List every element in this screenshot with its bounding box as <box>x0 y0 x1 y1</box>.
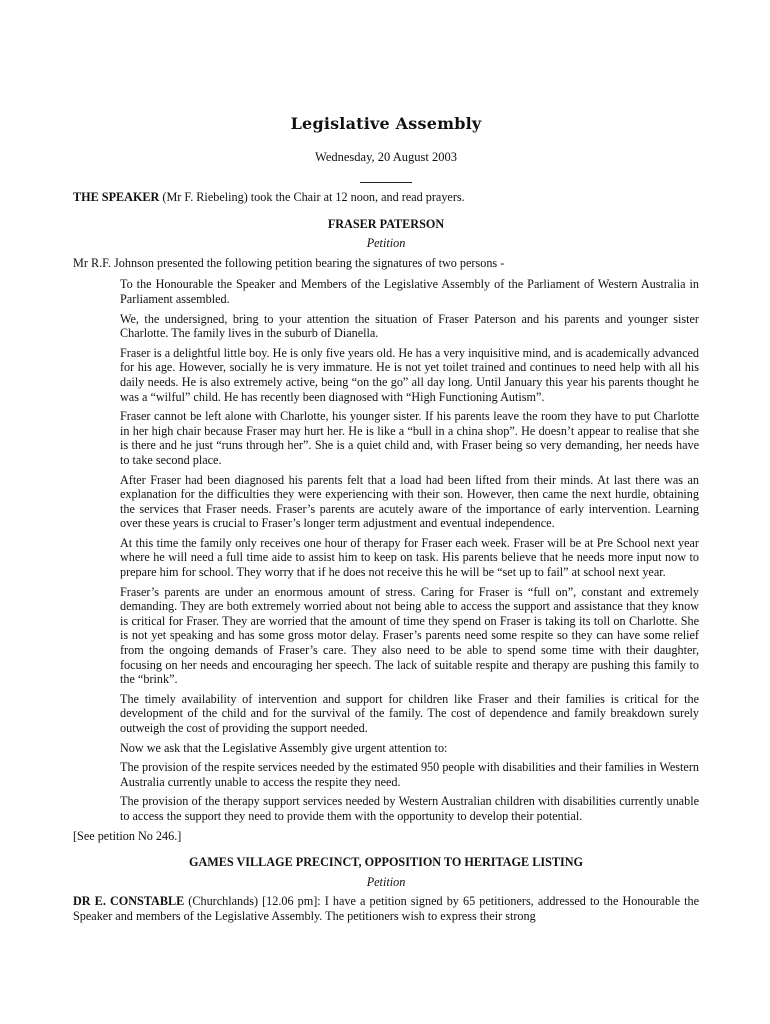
section-heading-games-village: GAMES VILLAGE PRECINCT, OPPOSITION TO HERITAGE LISTING <box>188 855 584 870</box>
petition-paragraph: Fraser is a delightful little boy. He is only five years old. He has a very inquisitive mind, and is academically advanced for his age. However, socially he is very immature. He is not yet toilet trained and continues to need help with all his daily needs. He is also extremely active, being “on the go” all day long. Until January this year his parents thought he was a “wilful” child. He has recently been diagnosed with “High Functioning Autism”. <box>120 345 699 404</box>
title-divider <box>360 182 412 183</box>
petition-paragraph: Now we ask that the Legislative Assembly give urgent attention to: <box>120 740 448 755</box>
member-name: DR E. CONSTABLE <box>73 894 185 909</box>
speaker-paragraph <box>73 190 699 205</box>
member-text: (Churchlands) [12.06 pm]: I have a petition signed by 65 petitioners, addressed to the Honourable the Speaker and members of the Legislative Assembly. The petitioners wish to express their strong <box>73 894 699 923</box>
petition-paragraph: Fraser’s parents are under an enormous amount of stress. Caring for Fraser is “full on”, constant and extremely demanding. They are both extremely worried about not being able to access the support and assistance that they know is critical for Fraser. They are worried that the amount of time they spend on Fraser is taking its toll on Charlotte. She is not yet speaking and has some gross motor delay. Fraser’s parents need some respite so they can have some relief from the ongoing demands of Fraser’s care. They also need to be able to spend some time with their daughter, focusing on her needs and encouraging her speech. The lack of suitable respite and therapy are pushing this family to the “brink”. <box>120 584 699 687</box>
petition-paragraph: To the Honourable the Speaker and Members of the Legislative Assembly of the Parliament of Western Australia in Parliament assembled. <box>120 277 699 306</box>
speaker-name: THE SPEAKER <box>73 190 160 204</box>
petition-paragraph: At this time the family only receives one hour of therapy for Fraser each week. Fraser will be at Pre School next year where he will need a full time aide to assist him to keep on task. His parents believe that he needs more input now to prepare him for school. They worry that if he does not receive this he will be “set up to fail” at school next year. <box>120 535 699 580</box>
document-body <box>73 190 699 924</box>
petition-paragraph: Fraser cannot be left alone with Charlotte, his younger sister. If his parents leave the room they have to put Charlotte in her high chair because Fraser may hurt her. He is like a “bull in a china shop”. He doesn’t appear to realise that she is there and he just “runs through her”. She is a quiet child and, with Fraser being so very demanding, her needs have to take second place. <box>120 409 699 467</box>
petition-intro: Mr R.F. Johnson presented the following petition bearing the signatures of two persons - <box>73 255 505 270</box>
section-heading-fraser: FRASER PATERSON <box>327 216 445 231</box>
petition-paragraph: The provision of the therapy support services needed by Western Australian children with disabilities currently unable to access the support they need to provide them with the opportunity to develop their potential. <box>120 794 699 823</box>
constable-paragraph <box>73 894 699 923</box>
document-title: Legislative Assembly <box>290 114 482 133</box>
section-subheading-petition: Petition <box>366 236 406 251</box>
petition-paragraph: We, the undersigned, bring to your attention the situation of Fraser Paterson and his parents and younger sister Charlotte. The family lives in the suburb of Dianella. <box>120 311 699 341</box>
petition-paragraph: The provision of the respite services needed by the estimated 950 people with disabilities and their families in Western Australia currently unable to access the respite they need. <box>120 760 699 789</box>
petition-paragraph: The timely availability of intervention and support for children like Fraser and their families is critical for the development of the child and for the survival of the family. The cost of dependence and family breakdown surely outweigh the cost of providing the support needed. <box>120 691 699 735</box>
section-subheading-petition: Petition <box>366 874 406 889</box>
speaker-text: (Mr F. Riebeling) took the Chair at 12 noon, and read prayers. <box>159 190 465 204</box>
petition-paragraph: After Fraser had been diagnosed his parents felt that a load had been lifted from their minds. At last there was an explanation for the difficulties they were experiencing with their son. However, then came the next hurdle, obtaining the services that Fraser needs. Fraser’s parents are acutely aware of the importance of early intervention. Learning over these years is crucial to Fraser’s longer term adjustment and eventual independence. <box>120 472 699 531</box>
petition-reference: [See petition No 246.] <box>73 828 182 843</box>
sitting-date: Wednesday, 20 August 2003 <box>315 150 457 164</box>
